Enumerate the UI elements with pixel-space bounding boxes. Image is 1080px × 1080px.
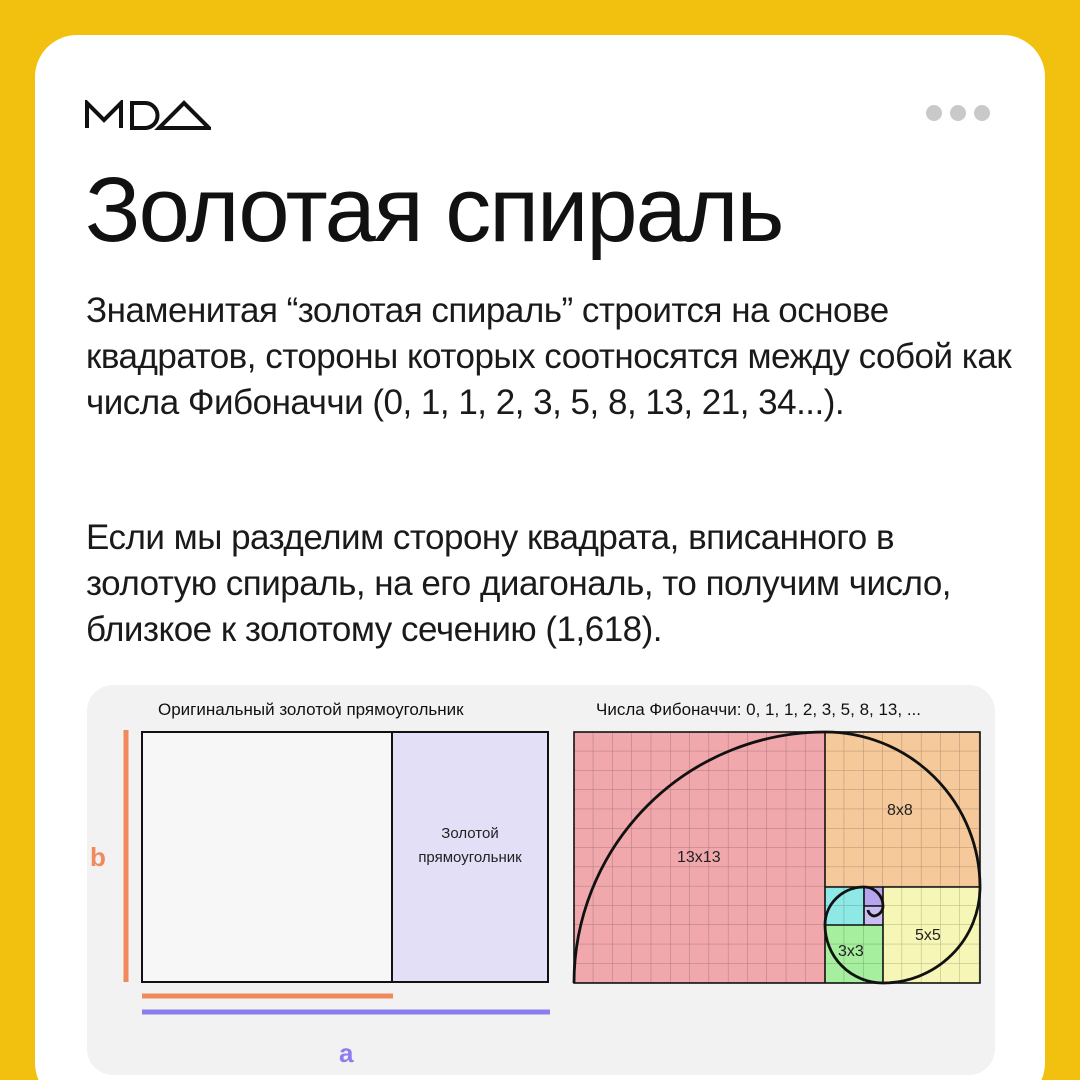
square-3x3-label: 3x3: [838, 943, 864, 960]
square-8x8-label: 8x8: [887, 802, 913, 819]
fibonacci-caption: Числа Фибоначчи: 0, 1, 1, 2, 3, 5, 8, 13, ...: [596, 700, 921, 719]
square-5x5-label: 5x5: [915, 927, 941, 944]
side-a-label: a: [339, 1038, 354, 1068]
fibonacci-grid: [574, 732, 980, 983]
side-b-label: b: [90, 842, 106, 872]
golden-rectangle-label: Золотой прямоугольник: [418, 825, 522, 866]
square-part: [142, 732, 392, 982]
intro-paragraph: Знаменитая “золотая спираль” строится на основе квадратов, стороны которых соотносятся между собой как числа Фибоначчи (0, 1, 1, 2, 3, 5, 8, 13, 21, 34...).: [86, 291, 1012, 422]
page-title: Золотая спираль: [85, 159, 783, 261]
golden-rectangle-caption: Оригинальный золотой прямоугольник: [158, 700, 464, 719]
square-13x13-label: 13x13: [677, 849, 721, 866]
golden-ratio-paragraph: Если мы разделим сторону квадрата, вписанного в золотую спираль, на его диагональ, то получим число, близкое к золотому сечению (1,618).: [86, 518, 952, 649]
